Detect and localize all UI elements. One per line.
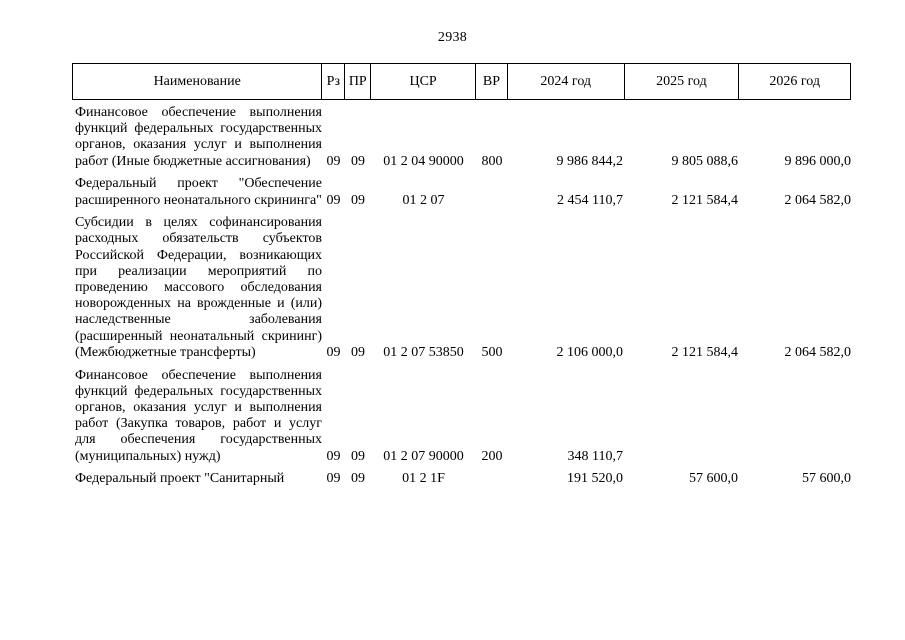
row-amount-2025: 9 805 088,6	[671, 153, 738, 169]
row-rz: 09	[326, 471, 341, 487]
table-body	[72, 105, 851, 495]
row-amount-2026: 57 600,0	[802, 471, 851, 487]
header-vr: ВР	[476, 64, 508, 99]
header-name: Наименование	[73, 64, 322, 99]
row-rz: 09	[326, 153, 341, 169]
table-row	[72, 215, 851, 361]
row-name: Федеральный проект "Санитарный	[75, 471, 285, 487]
row-pr: 09	[351, 448, 365, 464]
table-row	[72, 176, 851, 208]
row-vr: 800	[481, 153, 503, 169]
row-csr: 01 2 04 90000	[383, 153, 464, 169]
row-name: Финансовое обеспечение выполнения функций федеральных государственных органов, оказания услуг и выполнения работ (Иные бюджетные ассигнования)	[75, 105, 322, 169]
row-amount-2025: 2 121 584,4	[671, 192, 738, 208]
row-csr: 01 2 1F	[402, 471, 445, 487]
row-amount-2025: 57 600,0	[689, 471, 738, 487]
row-rz: 09	[326, 344, 341, 360]
row-amount-2024: 191 520,0	[567, 471, 623, 487]
row-pr: 09	[351, 192, 365, 208]
row-amount-2024: 2 106 000,0	[556, 344, 623, 360]
header-year-2026: 2026 год	[769, 73, 820, 89]
row-name: Федеральный проект "Обеспечение расширенного неонатального скрининга"	[75, 176, 322, 208]
row-rz: 09	[326, 192, 341, 208]
row-amount-2025: 2 121 584,4	[671, 344, 738, 360]
row-rz: 09	[326, 448, 341, 464]
row-amount-2026: 9 896 000,0	[784, 153, 851, 169]
header-pr: ПР	[345, 64, 371, 99]
table-row	[72, 471, 851, 488]
row-amount-2024: 348 110,7	[567, 448, 623, 464]
row-pr: 09	[351, 153, 365, 169]
row-name: Финансовое обеспечение выполнения функций федеральных государственных органов, оказания услуг и выполнения работ (Закупка товаров, работ и услуг для обеспечения государственных (муниципальных) нужд)	[75, 367, 322, 464]
header-csr: ЦСР	[371, 64, 476, 99]
row-vr: 500	[481, 344, 503, 360]
row-vr: 200	[481, 448, 503, 464]
header-year-2024: 2024 год	[508, 64, 625, 99]
row-csr: 01 2 07 90000	[383, 448, 464, 464]
row-amount-2026: 2 064 582,0	[784, 192, 851, 208]
row-amount-2024: 9 986 844,2	[556, 153, 623, 169]
header-rz: Рз	[322, 64, 345, 99]
row-pr: 09	[351, 344, 365, 360]
row-csr: 01 2 07 53850	[383, 344, 464, 360]
table-row	[72, 105, 851, 170]
page-number: 2938	[437, 30, 468, 45]
row-csr: 01 2 07	[402, 192, 445, 208]
row-amount-2026: 2 064 582,0	[784, 344, 851, 360]
header-year-2025: 2025 год	[625, 64, 740, 99]
table-header	[72, 63, 851, 100]
table-row	[72, 368, 851, 465]
row-amount-2024: 2 454 110,7	[557, 192, 623, 208]
row-name: Субсидии в целях софинансирования расходных обязательств субъектов Российской Федерации, возникающих при реализации мероприятий по проведению массового обследования новорожденных на врожденные и (или) наследственные заболевания (расширенный неонатальный скрининг) (Межбюджетные трансферты)	[75, 215, 322, 360]
row-pr: 09	[351, 471, 365, 487]
